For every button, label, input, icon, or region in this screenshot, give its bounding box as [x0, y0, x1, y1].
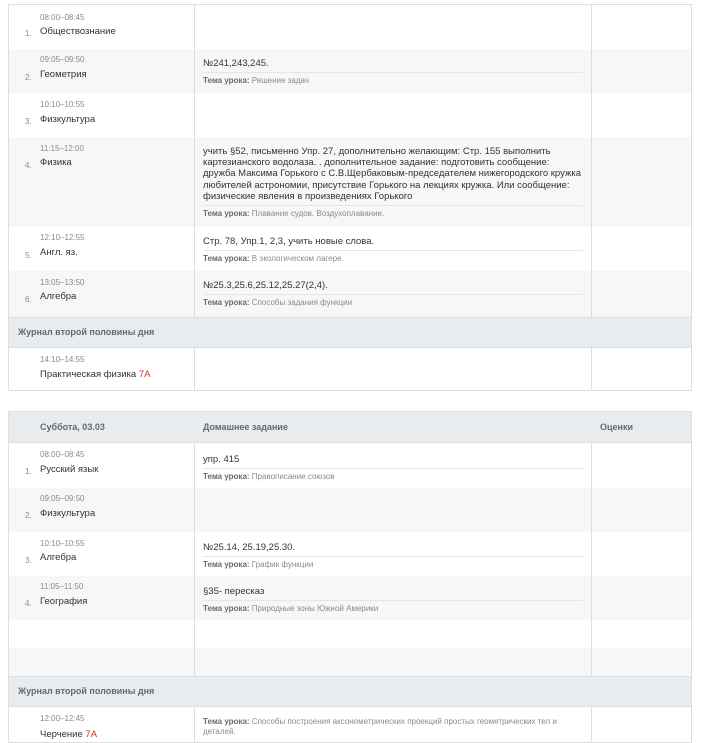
lesson-time: 08:00–08:45 [40, 450, 85, 459]
grades-cell [592, 93, 691, 137]
lesson-time: 12:00–12:45 [40, 714, 85, 723]
lesson-topic: Тема урока: Правописание союзов [203, 472, 335, 482]
lesson-cell [9, 576, 195, 620]
grades-cell [592, 5, 691, 49]
lesson-number: 4. [25, 161, 32, 170]
lesson-cell [9, 443, 195, 488]
day-header [9, 412, 691, 443]
lesson-row [9, 488, 691, 532]
lesson-cell [9, 137, 195, 227]
day-title: Суббота, 03.03 [9, 412, 195, 442]
homework-cell [195, 443, 592, 488]
lesson-cell [9, 93, 195, 137]
lesson-time: 11:05–11:50 [40, 582, 84, 591]
lesson-time: 12:10–12:55 [40, 233, 85, 242]
lesson-subject[interactable]: Черчение 7А [40, 729, 98, 740]
homework-cell [195, 707, 592, 743]
grades-cell [592, 227, 691, 271]
lesson-number: 1. [25, 29, 32, 38]
homework-cell [195, 49, 592, 93]
empty-lesson-row [9, 648, 691, 676]
afternoon-section-header: Журнал второй половины дня [9, 676, 691, 707]
lesson-time: 09:05–09:50 [40, 494, 85, 503]
lesson-subject[interactable]: Англ. яз. [40, 247, 78, 258]
saturday-schedule-table [8, 411, 692, 743]
homework-cell [195, 271, 592, 317]
homework-cell [195, 576, 592, 620]
grades-cell [592, 648, 691, 676]
grades-column-header: Оценки [600, 422, 634, 432]
homework-text: Стр. 78, Упр.1, 2,3, учить новые слова. [203, 236, 583, 251]
grades-cell [592, 271, 691, 317]
lesson-cell [9, 49, 195, 93]
group-label: 7А [138, 369, 151, 380]
lesson-row [9, 137, 691, 227]
grades-cell [592, 443, 691, 488]
lesson-number: 1. [25, 467, 32, 476]
lesson-time: 10:10–10:55 [40, 539, 85, 548]
homework-text: учить §52, письменно Упр. 27, дополнительно желающим: Стр. 155 выполнить картезианского водолаза. . дополнительное задание: подготовить сообщение: дружба Максима Горького с С.В.Щербаковым-председателем нижегородского кружка любителей астрономии, присутствие Горького на лекциях кружка. Или сообщение: физические явления в произведениях Горького [203, 146, 583, 206]
lesson-topic: Тема урока: Плавание судов. Воздухоплавание. [203, 209, 385, 219]
lesson-subject[interactable]: Обществознание [40, 26, 116, 37]
lesson-subject[interactable]: Физкультура [40, 114, 96, 125]
grades-cell [592, 488, 691, 532]
lesson-row [9, 49, 691, 93]
empty-lesson-row [9, 620, 691, 648]
homework-text: §35- пересказ [203, 586, 583, 601]
lesson-cell [9, 348, 195, 390]
homework-cell [195, 348, 592, 390]
homework-column-header: Домашнее задание [203, 422, 288, 432]
lesson-topic: Тема урока: Природные зоны Южной Америки [203, 604, 379, 614]
lesson-cell [9, 648, 195, 676]
lesson-row [9, 532, 691, 576]
lesson-number: 6. [25, 295, 32, 304]
lesson-number: 2. [25, 73, 32, 82]
lesson-subject[interactable]: Физика [40, 157, 72, 168]
lesson-time: 10:10–10:55 [40, 100, 85, 109]
lesson-time: 09:05–09:50 [40, 55, 85, 64]
grades-cell [592, 137, 691, 227]
lesson-number: 2. [25, 511, 32, 520]
homework-cell [195, 137, 592, 227]
lesson-number: 4. [25, 599, 32, 608]
homework-cell [195, 93, 592, 137]
afternoon-section-header: Журнал второй половины дня [9, 317, 691, 348]
lesson-topic: Тема урока: Способы построения аксонометрических проекций простых геометрических тел и деталей. [203, 717, 557, 736]
lesson-cell [9, 488, 195, 532]
lesson-row [9, 576, 691, 620]
lesson-row [9, 5, 691, 49]
homework-cell [195, 648, 592, 676]
lesson-subject[interactable]: Физкультура [40, 508, 96, 519]
lesson-topic: Тема урока: График функции [203, 560, 314, 570]
lesson-subject[interactable]: География [40, 596, 88, 607]
lesson-cell [9, 620, 195, 648]
lesson-time: 08:00–08:45 [40, 13, 85, 22]
lesson-number: 3. [25, 556, 32, 565]
lesson-subject[interactable]: Русский язык [40, 464, 99, 475]
lesson-topic: Тема урока: Способы задания функции [203, 298, 353, 308]
lesson-time: 11:15–12:00 [40, 144, 84, 153]
homework-cell [195, 532, 592, 576]
homework-text: упр. 415 [203, 454, 583, 469]
homework-text: №25.3,25.6,25.12,25.27(2,4). [203, 280, 583, 295]
afternoon-row [9, 707, 691, 743]
lesson-topic: Тема урока: Решение задач [203, 76, 309, 86]
lesson-row [9, 227, 691, 271]
lesson-cell [9, 5, 195, 49]
lesson-cell [9, 271, 195, 317]
lesson-number: 5. [25, 251, 32, 260]
lesson-cell [9, 227, 195, 271]
lesson-subject[interactable]: Практическая физика 7А [40, 369, 151, 380]
lesson-subject[interactable]: Геометрия [40, 69, 87, 80]
grades-cell [592, 348, 691, 390]
afternoon-row [9, 348, 691, 390]
lesson-time: 13:05–13:50 [40, 278, 85, 287]
grades-cell [592, 707, 691, 743]
homework-text: №25.14, 25.19,25.30. [203, 542, 583, 557]
lesson-topic: Тема урока: В экологическом лагере. [203, 254, 344, 264]
lesson-row [9, 93, 691, 137]
homework-cell [195, 620, 592, 648]
homework-cell [195, 5, 592, 49]
grades-cell [592, 620, 691, 648]
friday-schedule-table [8, 4, 692, 391]
lesson-number: 3. [25, 117, 32, 126]
lesson-cell [9, 707, 195, 743]
lesson-row [9, 271, 691, 317]
lesson-cell [9, 532, 195, 576]
homework-cell [195, 227, 592, 271]
homework-text: №241,243,245. [203, 58, 583, 73]
lesson-subject[interactable]: Алгебра [40, 291, 77, 302]
lesson-subject[interactable]: Алгебра [40, 552, 77, 563]
group-label: 7А [85, 729, 98, 740]
homework-cell [195, 488, 592, 532]
lesson-time: 14:10–14:55 [40, 355, 85, 364]
lesson-row [9, 443, 691, 488]
grades-cell [592, 576, 691, 620]
grades-cell [592, 532, 691, 576]
grades-cell [592, 49, 691, 93]
